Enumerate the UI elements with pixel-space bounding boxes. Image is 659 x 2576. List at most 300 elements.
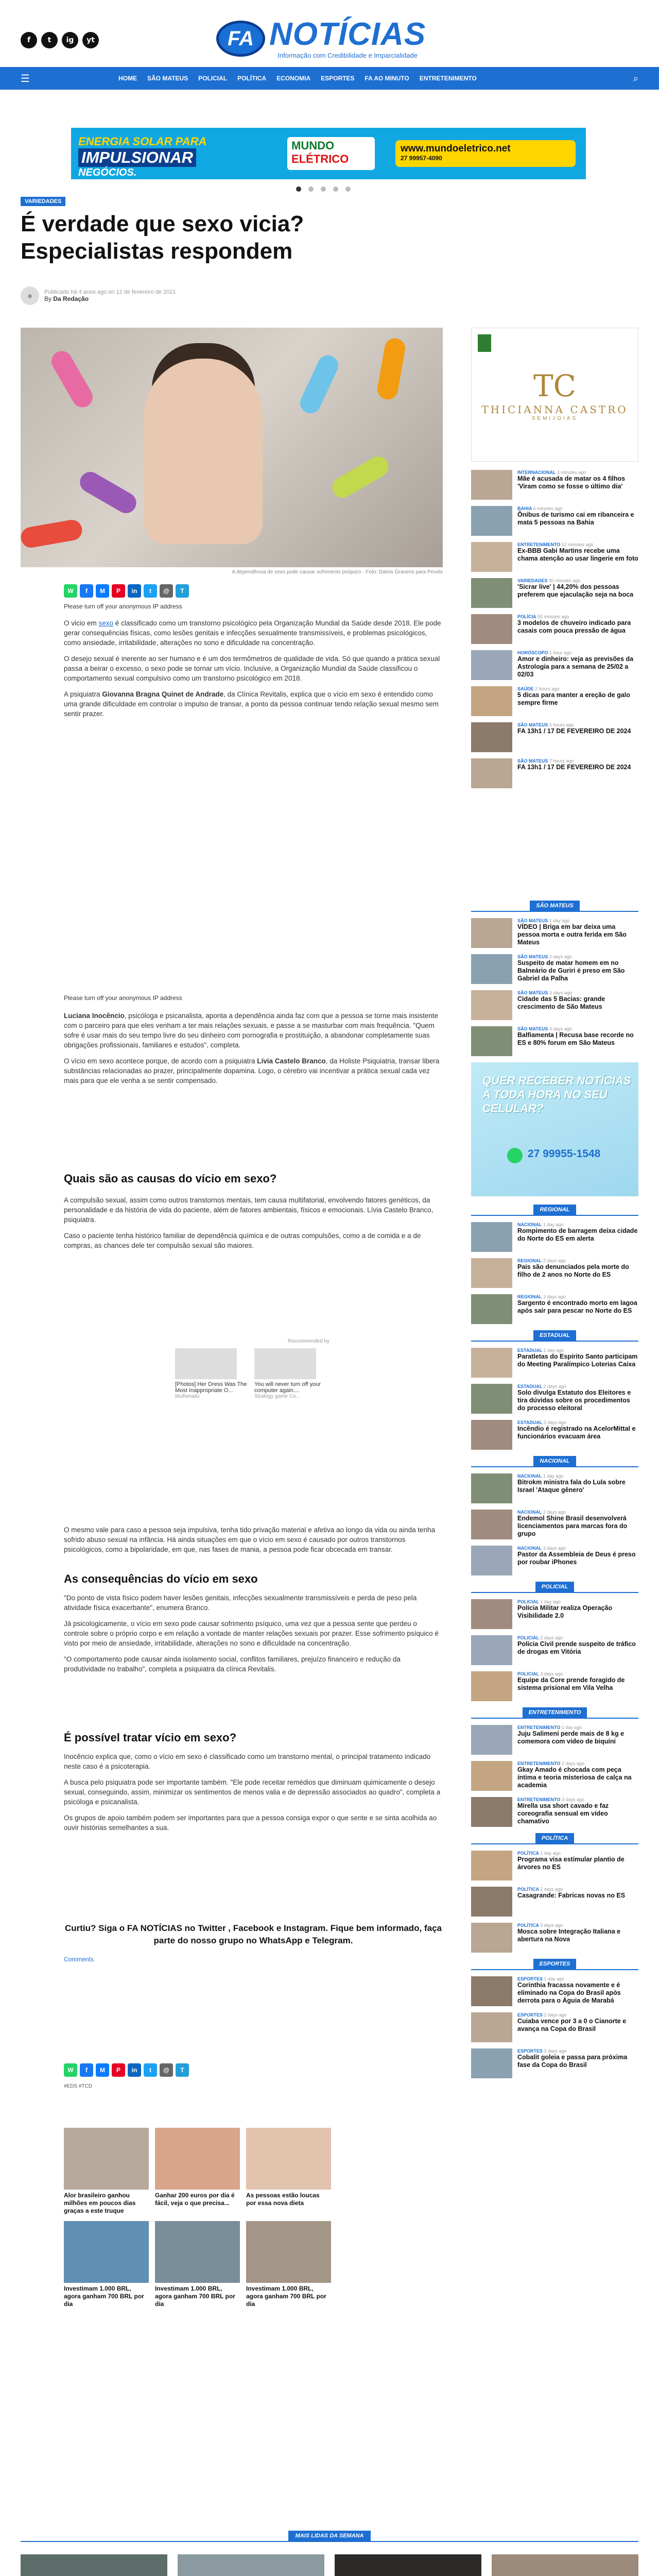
news-category[interactable] <box>517 578 638 583</box>
twitter-share-button[interactable]: t <box>144 584 157 598</box>
news-headline[interactable]: Solo divulga Estatuto dos Eleitores e tira dúvidas sobre os procedimentos do processo eleitoral <box>517 1389 631 1412</box>
news-date: 2 days ago <box>561 1761 584 1766</box>
news-headline[interactable]: Cobalit goleia e passa para próxima fase da Copa do Brasil <box>517 2054 628 2069</box>
sidebar-section-title[interactable]: ENTRETENIMENTO <box>523 1707 587 1718</box>
news-category[interactable] <box>517 542 638 547</box>
category-label[interactable]: ESTADUAL <box>517 1384 543 1389</box>
carousel-dot[interactable] <box>296 187 301 192</box>
sidebar-section-title[interactable]: NACIONAL <box>533 1456 576 1466</box>
hero-prop <box>297 352 342 417</box>
news-headline[interactable]: Ex-BBB Gabi Martins recebe uma chama atenção ao usar lingerie em foto <box>517 547 638 562</box>
carousel-dot[interactable] <box>333 187 338 192</box>
paragraph: O desejo sexual é inerente ao ser humano e é um dos termômetros de qualidade de vida. Só que quando a prática sexual passa a beirar o excesso, o sexo pode se tornar um vício. Inclusive, a Organização Mundial da Saúde classificou o comportamento sexual compulsivo como um transtorno psicológico em 2018. <box>64 655 440 682</box>
sponsored-card[interactable] <box>246 2221 331 2308</box>
sidebar-news-item[interactable] <box>471 2012 638 2042</box>
news-category[interactable] <box>517 1976 638 1981</box>
news-thumbnail[interactable] <box>471 1976 512 2006</box>
news-category[interactable] <box>517 1725 638 1730</box>
recommended-ad[interactable] <box>175 1338 330 1426</box>
comments-link[interactable]: Comments <box>64 1956 94 1963</box>
news-category[interactable] <box>517 1510 638 1515</box>
sidebar-news-item[interactable] <box>471 542 638 572</box>
twitter-share-button[interactable]: t <box>144 2063 157 2077</box>
sponsored-title[interactable]: Investimam 1.000 BRL, agora ganham 700 BRL por dia <box>246 2285 326 2308</box>
sidebar-news-item[interactable] <box>471 1384 638 1414</box>
news-thumbnail[interactable] <box>471 1510 512 1539</box>
sidebar-section-title[interactable]: REGIONAL <box>533 1205 576 1215</box>
news-headline[interactable]: Sargento é encontrado morto em lagoa após sair para pescar no Norte do ES <box>517 1299 637 1314</box>
sidebar-news-item[interactable] <box>471 1294 638 1324</box>
news-thumbnail[interactable] <box>471 1222 512 1252</box>
category-label[interactable]: SÃO MATEUS <box>517 990 548 995</box>
most-read-image[interactable] <box>178 2554 324 2576</box>
sidebar-news-item[interactable] <box>471 1725 638 1755</box>
news-thumbnail[interactable] <box>471 954 512 984</box>
news-headline[interactable]: Mãe é acusada de matar os 4 filhos 'Viram como se fosse o último dia' <box>517 475 626 490</box>
news-text <box>517 1599 638 1629</box>
category-label[interactable]: POLICIAL <box>517 1635 539 1640</box>
sidebar-news-item[interactable] <box>471 686 638 716</box>
news-headline[interactable]: Rompimento de barragem deixa cidade do Norte do ES em alerta <box>517 1227 638 1242</box>
carousel-dot[interactable] <box>345 187 351 192</box>
banner-ad[interactable] <box>71 128 586 179</box>
sidebar-section-title[interactable]: ESPORTES <box>533 1959 577 1969</box>
news-thumbnail[interactable] <box>471 1599 512 1629</box>
sidebar-news-item[interactable] <box>471 1671 638 1701</box>
news-headline[interactable]: Corinthia fracassa novamente e é eliminado na Copa do Brasil após derrota para o Águia de Marabá <box>517 1981 621 2004</box>
pinterest-share-button[interactable]: P <box>112 2063 125 2077</box>
news-category[interactable] <box>517 722 638 727</box>
category-label[interactable]: SÃO MATEUS <box>517 954 548 959</box>
ad-note: Please turn off your anonymous IP address <box>64 603 182 610</box>
text: é classificado como um transtorno psicológico pela Organização Mundial da Saúde desde 2018. Ele pode gerar consequências físicas, como lesões genitais e infecções sexualmente transmissíveis, e problemas psicológicos, como ansiedade, irritabilidade, alterações no sono e dificuldade na concentração. <box>64 619 441 647</box>
sidebar-news-item[interactable] <box>471 990 638 1020</box>
news-text <box>517 2048 638 2078</box>
sidebar-news-item[interactable] <box>471 578 638 608</box>
sponsored-card[interactable] <box>155 2221 240 2308</box>
text: O vício em sexo acontece porque, de acordo com a psiquiatra <box>64 1057 255 1065</box>
sponsored-title[interactable]: Investimam 1.000 BRL, agora ganham 700 BRL por dia <box>64 2285 144 2308</box>
news-headline[interactable]: Cuiaba vence por 3 a 0 o Cianorte e avança na Copa do Brasil <box>517 2018 627 2032</box>
category-label[interactable]: SÃO MATEUS <box>517 918 548 923</box>
banner-line1: ENERGIA SOLAR PARA <box>78 135 207 148</box>
banner-brand1: MUNDO <box>291 139 335 152</box>
promo-phone[interactable]: 27 99955-1548 <box>528 1148 601 1160</box>
news-headline[interactable]: Cidade das 5 Bacias: grande crescimento de São Mateus <box>517 995 605 1010</box>
instagram-icon[interactable]: ig <box>62 32 78 48</box>
category-label[interactable]: ENTRETENIMENTO <box>517 1797 561 1802</box>
sidebar-section-header <box>471 1205 638 1216</box>
sidebar-news-item[interactable] <box>471 1976 638 2006</box>
news-date: 2 minutes ago <box>557 470 586 475</box>
news-text <box>517 1510 638 1539</box>
news-category[interactable] <box>517 1599 638 1604</box>
sidebar-news-item[interactable] <box>471 954 638 984</box>
news-category[interactable] <box>517 686 638 691</box>
search-icon[interactable]: ⌕ <box>633 73 638 84</box>
news-headline[interactable]: Pastor da Assembleia de Deus é preso por roubar iPhones <box>517 1551 636 1566</box>
sidebar-news-item[interactable] <box>471 918 638 948</box>
news-category[interactable] <box>517 1635 638 1640</box>
main-nav <box>0 67 659 90</box>
most-read-image[interactable] <box>492 2554 638 2576</box>
category-label[interactable]: ESPORTES <box>517 2048 543 2054</box>
sidebar-news-item[interactable] <box>471 1851 638 1880</box>
email-share-button[interactable]: @ <box>160 2063 173 2077</box>
category-label[interactable]: POLÍTICA <box>517 1923 539 1928</box>
sidebar-news-item[interactable] <box>471 1258 638 1288</box>
news-thumbnail[interactable] <box>471 1671 512 1701</box>
news-thumbnail[interactable] <box>471 990 512 1020</box>
news-date: 1 day ago <box>543 1348 564 1353</box>
news-category[interactable] <box>517 1420 638 1425</box>
banner-contact <box>395 140 576 167</box>
news-date: 3 days ago <box>561 1797 584 1802</box>
menu-icon[interactable]: ☰ <box>21 72 30 84</box>
whatsapp-share-button[interactable]: W <box>64 584 77 598</box>
most-read-card[interactable] <box>492 2554 638 2576</box>
email-share-button[interactable]: @ <box>160 584 173 598</box>
article-body-1 <box>64 618 443 725</box>
most-read-card[interactable] <box>178 2554 324 2576</box>
sidebar-section-header <box>471 1707 638 1719</box>
category-label[interactable]: BAHIA <box>517 506 532 511</box>
news-category[interactable] <box>517 1887 638 1892</box>
news-category[interactable] <box>517 650 638 655</box>
news-category[interactable] <box>517 1348 638 1353</box>
sidebar-news-item[interactable] <box>471 1635 638 1665</box>
news-date: 30 minutes ago <box>548 578 581 583</box>
news-headline[interactable]: Pais são denunciados pela morte do filho de 2 anos no Norte do ES <box>517 1263 629 1278</box>
sidebar-news-item[interactable] <box>471 1797 638 1827</box>
news-thumbnail[interactable] <box>471 1473 512 1503</box>
news-headline[interactable]: 3 modelos de chuveiro indicado para casais com pouca pressão de água <box>517 619 631 634</box>
category-label[interactable]: SÃO MATEUS <box>517 758 548 764</box>
most-read-card[interactable] <box>335 2554 481 2576</box>
nav-entretenimento[interactable]: ENTRETENIMENTO <box>419 75 477 82</box>
most-read-image[interactable] <box>335 2554 481 2576</box>
sidebar-news-item[interactable] <box>471 1510 638 1539</box>
sidebar-section-title[interactable]: POLICIAL <box>535 1582 574 1592</box>
share-bar <box>64 584 189 598</box>
news-text <box>517 578 638 608</box>
ad-source: Mulherado <box>175 1394 200 1399</box>
text: , da Holiste Psiquiatria, transar libera substâncias relacionadas ao prazer, principalmente dopamina. Logo, o cérebro vai incentivar a prática sexual cada vez mais para que ele venha a se sentir compensado. <box>64 1057 440 1084</box>
news-thumbnail[interactable] <box>471 1851 512 1880</box>
site-header <box>0 0 659 90</box>
sidebar-news-item[interactable] <box>471 1761 638 1791</box>
site-logo[interactable] <box>216 15 443 62</box>
whatsapp-promo[interactable] <box>471 1062 638 1196</box>
nav-home[interactable]: HOME <box>118 75 137 82</box>
news-headline[interactable]: Mosca sobre Integração Italiana e abertura na Nova <box>517 1928 621 1943</box>
news-category[interactable] <box>517 1671 638 1676</box>
news-headline[interactable]: Suspeito de matar homem em no Balneário de Guriri é preso em São Gabriel da Palha <box>517 959 625 982</box>
news-category[interactable] <box>517 1294 638 1299</box>
news-thumbnail[interactable] <box>471 1294 512 1324</box>
news-category[interactable] <box>517 470 638 475</box>
category-label[interactable]: INTERNACIONAL <box>517 470 556 475</box>
news-thumbnail[interactable] <box>471 722 512 752</box>
news-category[interactable] <box>517 1546 638 1551</box>
news-headline[interactable]: Endemol Shine Brasil desenvolverá licenciamentos para marcas fora do grupo <box>517 1515 628 1537</box>
category-label[interactable]: POLÍTICA <box>517 1851 539 1856</box>
whatsapp-share-button[interactable]: W <box>64 2063 77 2077</box>
sidebar-news-item[interactable] <box>471 2048 638 2078</box>
news-headline[interactable]: Casagrande: Fabricas novas no ES <box>517 1892 626 1899</box>
sponsored-title[interactable]: Ganhar 200 euros por dia é fácil, veja o que precisa... <box>155 2192 235 2207</box>
sidebar-section-title[interactable]: ESTADUAL <box>533 1330 576 1341</box>
category-label[interactable]: ENTRETENIMENTO <box>517 1761 561 1766</box>
carousel-dot[interactable] <box>308 187 314 192</box>
sidebar-news-item[interactable] <box>471 722 638 752</box>
sidebar-news-item[interactable] <box>471 506 638 536</box>
news-headline[interactable]: FA 13h1 / 17 DE FEVEREIRO DE 2024 <box>517 764 631 771</box>
news-text <box>517 506 638 536</box>
news-category[interactable] <box>517 1923 638 1928</box>
sidebar-section-title[interactable]: POLÍTICA <box>535 1833 574 1843</box>
news-date: 5 hours ago <box>549 722 574 727</box>
sponsored-title[interactable]: Investimam 1.000 BRL, agora ganham 700 BRL por dia <box>155 2285 235 2308</box>
category-label[interactable]: ESPORTES <box>517 1976 543 1981</box>
news-category[interactable] <box>517 1761 638 1766</box>
news-headline[interactable]: Polícia Militar realiza Operação Visibilidade 2.0 <box>517 1604 613 1619</box>
news-date: 3 days ago <box>549 990 572 995</box>
twitter-icon[interactable]: t <box>41 32 58 48</box>
most-read-grid <box>21 2554 638 2576</box>
ad-thumbnail[interactable] <box>254 1348 316 1379</box>
category-label[interactable]: POLÍTICA <box>517 1887 539 1892</box>
category-label[interactable]: POLICIAL <box>517 1599 539 1604</box>
sidebar-news-item[interactable] <box>471 614 638 644</box>
news-date: 50 minutes ago <box>537 614 569 619</box>
sidebar-ad[interactable] <box>471 328 638 462</box>
news-category[interactable] <box>517 2012 638 2018</box>
category-label[interactable]: ESTADUAL <box>517 1420 543 1425</box>
telegram-share-button[interactable]: T <box>176 584 189 598</box>
news-thumbnail[interactable] <box>471 578 512 608</box>
publish-date: Publicado há 4 anos ago on 12 de fevereiro de 2021 <box>44 289 176 295</box>
category-label[interactable]: NACIONAL <box>517 1222 542 1227</box>
carousel-dot[interactable] <box>321 187 326 192</box>
sidebar-news-item[interactable] <box>471 1222 638 1252</box>
news-category[interactable] <box>517 758 638 764</box>
news-thumbnail[interactable] <box>471 1923 512 1953</box>
news-category[interactable] <box>517 1222 638 1227</box>
linkedin-share-button[interactable]: in <box>128 584 141 598</box>
category-label[interactable]: ENTRETENIMENTO <box>517 542 561 547</box>
sponsored-card[interactable] <box>246 2128 331 2215</box>
news-thumbnail[interactable] <box>471 2048 512 2078</box>
news-thumbnail[interactable] <box>471 1546 512 1575</box>
by-prefix: By <box>44 295 52 302</box>
news-category[interactable] <box>517 614 638 619</box>
most-read-card[interactable] <box>21 2554 167 2576</box>
news-headline[interactable]: Paratletas do Espírito Santo participam do Meeting Paralímpico Loterias Caixa <box>517 1353 638 1368</box>
sidebar-news-item[interactable] <box>471 1546 638 1575</box>
news-category[interactable] <box>517 1258 638 1263</box>
messenger-share-button[interactable]: M <box>96 2063 109 2077</box>
news-headline[interactable]: Ônibus de turismo cai em ribanceira e mata 5 pessoas na Bahia <box>517 511 634 526</box>
news-category[interactable] <box>517 1026 638 1031</box>
news-thumbnail[interactable] <box>471 1026 512 1056</box>
category-label[interactable]: ESPORTES <box>517 2012 543 2018</box>
messenger-share-button[interactable]: M <box>96 584 109 598</box>
news-thumbnail[interactable] <box>471 1887 512 1917</box>
nav-sao-mateus[interactable]: SÃO MATEUS <box>147 75 188 82</box>
category-label[interactable]: POLICIAL <box>517 1671 539 1676</box>
news-thumbnail[interactable] <box>471 1384 512 1414</box>
news-category[interactable] <box>517 1851 638 1856</box>
news-text <box>517 686 638 716</box>
most-read-title: MAIS LIDAS DA SEMANA <box>288 2531 371 2541</box>
news-date: 1 day ago <box>543 1473 564 1479</box>
news-text <box>517 1976 638 2006</box>
news-thumbnail[interactable] <box>471 1420 512 1450</box>
news-date: 1 day ago <box>544 1976 565 1981</box>
news-category[interactable] <box>517 918 638 923</box>
sponsored-title[interactable]: As pessoas estão loucas por essa nova dieta <box>246 2192 320 2207</box>
news-headline[interactable]: Mirella usa short cavado e faz coreografia sensual em vídeo chamativo <box>517 1802 609 1825</box>
category-label[interactable]: REGIONAL <box>517 1294 542 1299</box>
nav-esportes[interactable]: ESPORTES <box>321 75 355 82</box>
sponsored-card[interactable] <box>64 2221 149 2308</box>
ad-source: Strategy game Co... <box>254 1394 300 1399</box>
sidebar-section-title[interactable]: SÃO MATEUS <box>530 901 580 911</box>
youtube-icon[interactable]: yt <box>82 32 99 48</box>
sidebar-news-item[interactable] <box>471 1420 638 1450</box>
sidebar-news-item[interactable] <box>471 650 638 680</box>
news-text <box>517 1725 638 1755</box>
hero-image <box>21 328 443 567</box>
news-thumbnail[interactable] <box>471 1761 512 1791</box>
category-label[interactable]: ESTADUAL <box>517 1348 543 1353</box>
sidebar-news-item[interactable] <box>471 470 638 500</box>
news-date: 2 days ago <box>543 1510 566 1515</box>
category-label[interactable]: REGIONAL <box>517 1258 542 1263</box>
news-thumbnail[interactable] <box>471 2012 512 2042</box>
category-label[interactable]: SÃO MATEUS <box>517 1026 548 1031</box>
category-label[interactable]: SAÚDE <box>517 686 534 691</box>
nav-fa-ao-minuto[interactable]: FA AO MINUTO <box>365 75 409 82</box>
expert-name: Giovanna Bragna Quinet de Andrade <box>102 690 224 698</box>
ad-title[interactable]: You will never turn off your computer again.... <box>254 1381 321 1394</box>
news-thumbnail[interactable] <box>471 506 512 536</box>
category-label[interactable]: VARIEDADES <box>517 578 548 583</box>
news-thumbnail[interactable] <box>471 1635 512 1665</box>
sponsored-image <box>246 2128 331 2190</box>
sponsored-title[interactable]: Alor brasileiro ganhou milhões em poucos dias graças a este truque <box>64 2192 136 2214</box>
telegram-share-button[interactable]: T <box>176 2063 189 2077</box>
news-headline[interactable]: Incêndio é registrado na AcelorMittal e funcionários evacuam área <box>517 1425 636 1440</box>
category-label[interactable]: NACIONAL <box>517 1546 542 1551</box>
nav-politica[interactable]: POLÍTICA <box>237 75 267 82</box>
news-date: 2 days ago <box>540 1887 563 1892</box>
nav-policial[interactable]: POLICIAL <box>198 75 228 82</box>
news-headline[interactable]: Balfiamenta | Recusa base recorde no ES e 80% forum em São Mateus <box>517 1031 634 1046</box>
news-category[interactable] <box>517 1797 638 1802</box>
ad-thumbnail[interactable] <box>175 1348 237 1379</box>
news-category[interactable] <box>517 954 638 959</box>
news-headline[interactable]: VÍDEO | Briga em bar deixa uma pessoa morta e outra ferida em São Mateus <box>517 923 627 946</box>
sidebar-news-item[interactable] <box>471 1026 638 1056</box>
news-thumbnail[interactable] <box>471 918 512 948</box>
news-thumbnail[interactable] <box>471 614 512 644</box>
news-date: 2 days ago <box>544 2012 567 2018</box>
sidebar-news-item[interactable] <box>471 1887 638 1917</box>
facebook-share-button[interactable]: f <box>80 2063 93 2077</box>
news-category[interactable] <box>517 990 638 995</box>
news-headline[interactable]: Programa visa estimular plantio de árvores no ES <box>517 1856 625 1871</box>
news-thumbnail[interactable] <box>471 470 512 500</box>
sexo-link[interactable]: sexo <box>98 619 114 627</box>
news-headline[interactable]: Equipe da Core prende foragido de sistema prisional em Vila Velha <box>517 1676 625 1691</box>
news-headline[interactable]: Gkay Amado é chocada com peça íntima e teoria misteriosa de calça na academia <box>517 1766 632 1789</box>
category-label[interactable]: NACIONAL <box>517 1473 542 1479</box>
sponsored-card[interactable] <box>155 2128 240 2215</box>
hero-prop <box>21 518 84 549</box>
news-thumbnail[interactable] <box>471 758 512 788</box>
article-category[interactable]: VARIEDADES <box>21 197 65 206</box>
news-headline[interactable]: Polícia Civil prende suspeito de tráfico de drogas em Vitória <box>517 1640 636 1655</box>
ad-title[interactable]: [Photos] Her Dress Was The Most Inappropriate O... <box>175 1381 247 1394</box>
sidebar-news-item[interactable] <box>471 1923 638 1953</box>
facebook-share-button[interactable]: f <box>80 584 93 598</box>
news-category[interactable] <box>517 506 638 511</box>
news-text <box>517 650 638 680</box>
news-date: 1 day ago <box>561 1725 582 1730</box>
news-date: 1 day ago <box>543 1222 564 1227</box>
news-category[interactable] <box>517 2048 638 2054</box>
sponsored-card[interactable] <box>64 2128 149 2215</box>
most-read-image[interactable] <box>21 2554 167 2576</box>
nav-economia[interactable]: ECONOMIA <box>276 75 311 82</box>
news-headline[interactable]: Juju Salimeni perde mais de 8 kg e comemora com vídeo de biquíni <box>517 1730 625 1745</box>
sidebar-news-item[interactable] <box>471 1473 638 1503</box>
news-thumbnail[interactable] <box>471 1348 512 1378</box>
sidebar-news-item[interactable] <box>471 1348 638 1378</box>
category-label[interactable]: ENTRETENIMENTO <box>517 1725 561 1730</box>
category-label[interactable]: SÃO MATEUS <box>517 722 548 727</box>
news-headline[interactable]: FA 13h1 / 17 DE FEVEREIRO DE 2024 <box>517 727 631 735</box>
paragraph: Já psicologicamente, o vício em sexo pode causar sofrimento psíquico, uma vez que a pessoa sente que perdeu o controle sobre o próprio corpo e em relação a vontade de manter relações sexuais por prazer. Esse sofrimento psíquico é visto por meio de ansiedade, irritabilidade, alterações no sono e dificuldade na concentração. <box>64 1620 439 1647</box>
news-thumbnail[interactable] <box>471 1258 512 1288</box>
news-thumbnail[interactable] <box>471 686 512 716</box>
category-label[interactable]: NACIONAL <box>517 1510 542 1515</box>
banner-brand2: ELÉTRICO <box>291 152 349 165</box>
sidebar-news-item[interactable] <box>471 1599 638 1629</box>
news-date: 1 hour ago <box>549 650 572 655</box>
sidebar-news-item[interactable] <box>471 758 638 788</box>
hero-figure <box>144 359 263 544</box>
news-headline[interactable]: 'Sicrar live' | 44,20% dos pessoas preferem que ejaculação seja na boca <box>517 583 634 598</box>
news-headline[interactable]: Amor e dinheiro: veja as previsões da Astrologia para a semana de 25/02 a 02/03 <box>517 655 634 678</box>
pinterest-share-button[interactable]: P <box>112 584 125 598</box>
author-name[interactable]: Da Redação <box>53 295 89 302</box>
news-thumbnail[interactable] <box>471 1725 512 1755</box>
news-headline[interactable]: Bitrokm ministra fala do Lula sobre Israel 'Ataque gênero' <box>517 1479 626 1494</box>
facebook-icon[interactable]: f <box>21 32 37 48</box>
news-thumbnail[interactable] <box>471 1797 512 1827</box>
news-thumbnail[interactable] <box>471 650 512 680</box>
category-label[interactable]: HORÓSCOPO <box>517 650 548 655</box>
news-category[interactable] <box>517 1384 638 1389</box>
category-label[interactable]: POLÍCIA <box>517 614 536 619</box>
news-category[interactable] <box>517 1473 638 1479</box>
linkedin-share-button[interactable]: in <box>128 2063 141 2077</box>
news-thumbnail[interactable] <box>471 542 512 572</box>
news-headline[interactable]: 5 dicas para manter a ereção de galo sempre firme <box>517 691 630 706</box>
